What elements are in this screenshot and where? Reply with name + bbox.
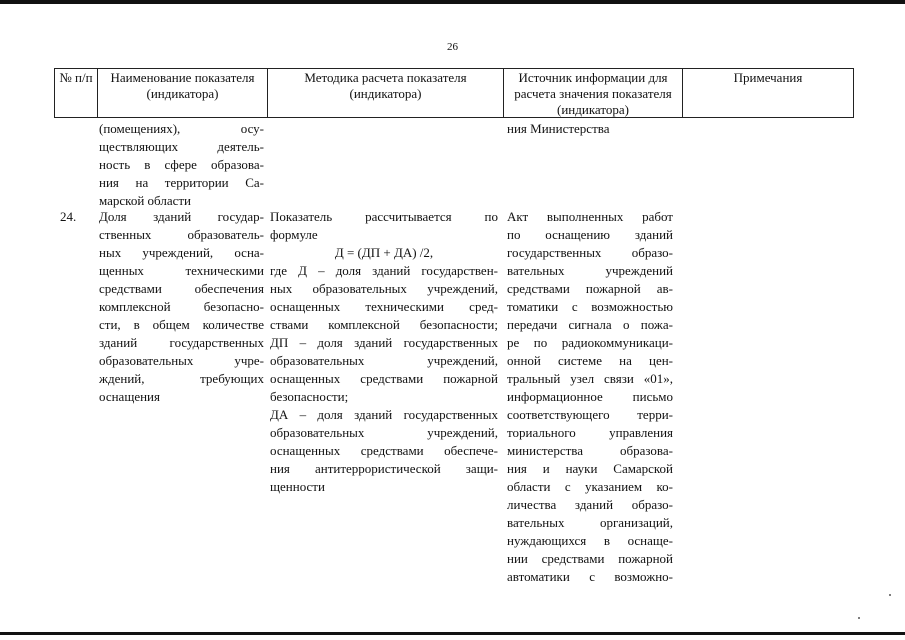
text-line: оснащенных средствами обеспече- — [270, 443, 498, 458]
scan-speck — [889, 594, 891, 596]
header-notes: Примечания — [682, 68, 854, 118]
text-line: ния Министерства — [507, 121, 610, 136]
text-line: соответствующего терри- — [507, 407, 673, 422]
text-line: передачи сигнала о пожа- — [507, 317, 673, 332]
text-line: ториального управления — [507, 425, 673, 440]
text-line: ре по радиокоммуникаци- — [507, 335, 673, 350]
header-num: № п/п — [54, 68, 98, 118]
header-source: Источник информации для расчета значения показателя (индикатора) — [503, 68, 683, 118]
text-line: Акт выполненных работ — [507, 209, 673, 224]
text-line: ственных образователь- — [99, 227, 264, 242]
page-number: 26 — [447, 41, 458, 53]
text-line: марской области — [99, 193, 191, 208]
bottom-border-bar — [0, 632, 905, 635]
text-line: тральный узел связи «01», — [507, 371, 673, 386]
text-line: ния и науки Самарской — [507, 461, 673, 476]
text-line: ния антитеррористической защи- — [270, 461, 498, 476]
text-line: безопасности; — [270, 389, 349, 404]
text-line: оснащенных средствами пожарной — [270, 371, 498, 386]
text-line: томатики с возможностью — [507, 299, 673, 314]
text-line: ждений, требующих — [99, 371, 264, 386]
text-line: ДП – доля зданий государственных — [270, 335, 498, 350]
text-line: ность в сфере образова- — [99, 157, 264, 172]
text-line: образовательных учреждений, — [270, 353, 498, 368]
header-method: Методика расчета показателя (индикатора) — [267, 68, 504, 118]
text-line: оснащенных техническими сред- — [270, 299, 498, 314]
text-line: информационное письмо — [507, 389, 673, 404]
text-line: автоматики с возможно- — [507, 569, 673, 584]
row24-method-cell — [270, 208, 498, 496]
text-line: Доля зданий государ- — [99, 209, 264, 224]
header-name: Наименование показателя (индикатора) — [97, 68, 268, 118]
row24-number: 24. — [60, 209, 77, 224]
text-line: где Д – доля зданий государствен- — [270, 263, 498, 278]
row24-name-cell — [99, 208, 264, 406]
text-line: нуждающихся в оснаще- — [507, 533, 673, 548]
text-line: сти, в общем количестве — [99, 317, 264, 332]
text-line: Показатель рассчитывается по — [270, 209, 498, 224]
scan-speck — [858, 617, 860, 619]
text-line: ных учреждений, осна- — [99, 245, 264, 260]
top-border-bar — [0, 0, 905, 4]
text-line: (помещениях), осу- — [99, 121, 264, 136]
cont-source-cell — [507, 120, 677, 138]
text-line: онной системе на цен- — [507, 353, 673, 368]
text-line: ния на территории Са- — [99, 175, 264, 190]
text-line: средствами обеспечения — [99, 281, 264, 296]
row24-source-cell — [507, 208, 673, 586]
text-line: образовательных учреждений, — [270, 425, 498, 440]
text-line: зданий государственных — [99, 335, 264, 350]
text-line: вательных организаций, — [507, 515, 673, 530]
text-line: области с указанием ко- — [507, 479, 673, 494]
text-line: личества зданий образо- — [507, 497, 673, 512]
text-line: щенности — [270, 479, 325, 494]
text-line: образовательных учре- — [99, 353, 264, 368]
text-line: по оснащению зданий — [507, 227, 673, 242]
text-line: средствами пожарной ав- — [507, 281, 673, 296]
text-line: нии средствами пожарной — [507, 551, 673, 566]
text-line: оснащения — [99, 389, 160, 404]
text-line: формуле — [270, 227, 318, 242]
formula-line: Д = (ДП + ДА) /2, — [334, 245, 434, 260]
text-line: комплексной безопасно- — [99, 299, 264, 314]
text-line: ных образовательных учреждений, — [270, 281, 498, 296]
text-line: ДА – доля зданий государственных — [270, 407, 498, 422]
text-line: ществляющих деятель- — [99, 139, 264, 154]
cont-name-cell — [99, 120, 264, 210]
text-line: щенных техническими — [99, 263, 264, 278]
text-line: вательных учреждений — [507, 263, 673, 278]
text-line: ствами комплексной безопасности; — [270, 317, 498, 332]
text-line: министерства образова- — [507, 443, 673, 458]
text-line: государственных образо- — [507, 245, 673, 260]
